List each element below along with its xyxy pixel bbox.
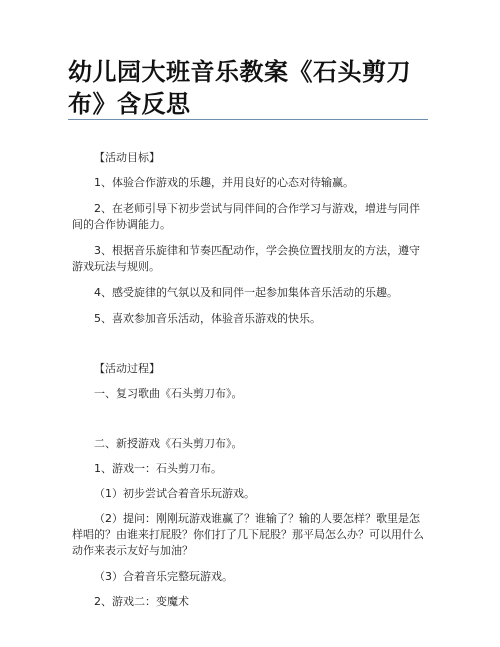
section-heading-objectives: 【活动目标】: [94, 151, 160, 164]
paragraph: 一、复习歌曲《石头剪刀布》。: [94, 387, 243, 400]
document-title: 幼儿园大班音乐教案《石头剪刀布》含反思: [68, 58, 411, 118]
paragraph: 3、根据音乐旋律和节奏匹配动作，学会换位置找朋友的方法，遵守游戏玩法与规则。: [72, 244, 420, 273]
paragraph: 2、游戏二：变魔术: [94, 595, 189, 608]
paragraph: 1、体验合作游戏的乐趣，并用良好的心态对待输赢。: [94, 176, 354, 189]
paragraph: 二、新授游戏《石头剪刀布》。: [94, 437, 243, 450]
paragraph: （2）提问：刚刚玩游戏谁赢了？谁输了？输的人要怎样？歌里是怎样唱的？由谁来打屁股？你们打了几下屁股？那平局怎么办？可以用什么动作来表示友好与加油？: [72, 512, 424, 557]
paragraph: 1、游戏一：石头剪刀布。: [94, 462, 222, 475]
paragraph: 2、在老师引导下初步尝试与同伴间的合作学习与游戏，增进与同伴间的合作协调能力。: [72, 202, 420, 231]
section-heading-process: 【活动过程】: [94, 362, 160, 375]
paragraph: 5、喜欢参加音乐活动，体验音乐游戏的快乐。: [94, 312, 321, 325]
title-divider: [68, 119, 428, 120]
document-body: [72, 150, 430, 610]
paragraph: （3）合着音乐完整玩游戏。: [94, 570, 233, 583]
paragraph: 4、感受旋律的气氛以及和同伴一起参加集体音乐活动的乐趣。: [94, 286, 398, 299]
paragraph: （1）初步尝试合着音乐玩游戏。: [94, 487, 255, 500]
